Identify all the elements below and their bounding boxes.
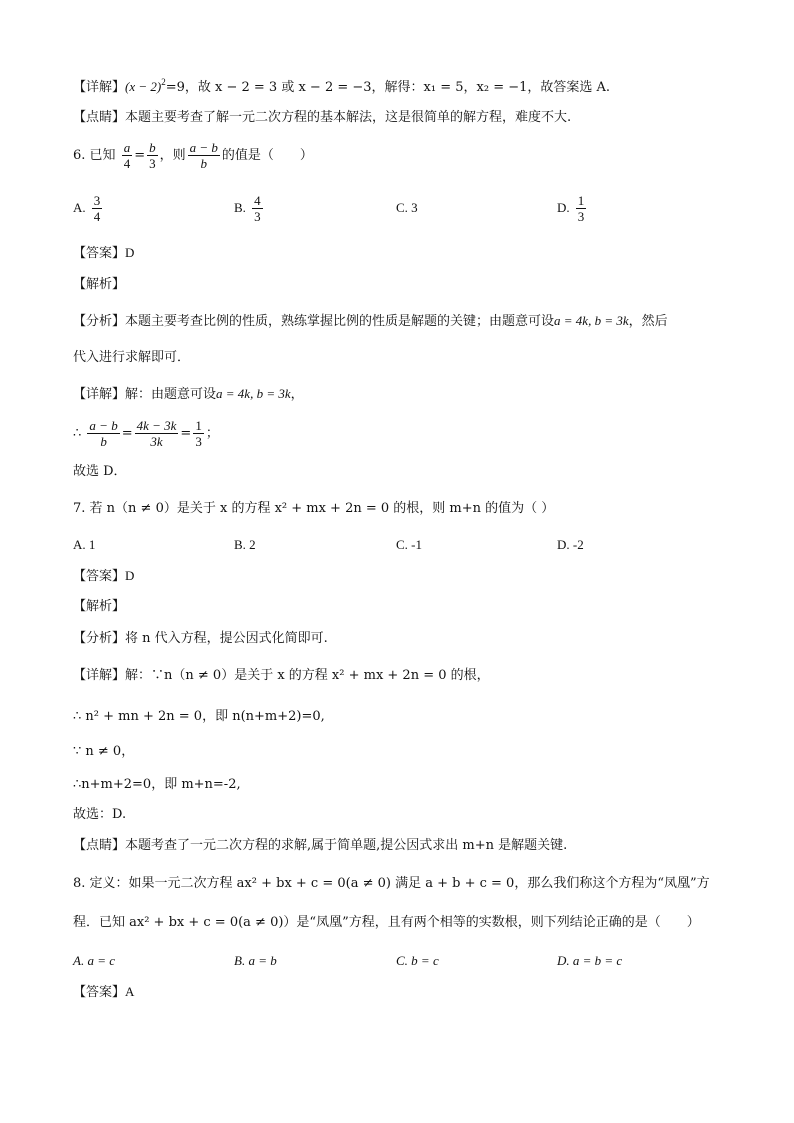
q7-option-d: D. -2	[557, 537, 584, 552]
q5-detail-math: (x − 2)	[125, 79, 162, 94]
q5-comment: 本题主要考查了解一元二次方程的基本解法，这是很简单的解方程，难度不大.	[125, 110, 572, 125]
q7-choose: 故选：D.	[73, 807, 127, 822]
q7-analysis-tag: 【解析】	[73, 599, 126, 614]
q7-option-a: A. 1	[73, 537, 96, 552]
q6-answer: 【答案】D	[73, 245, 135, 261]
q6-calculation: ∴ $\frac{a - b}{b}$ = $\frac{4k - 3k}{3k}$ = $\frac{1}{3}$ ；	[73, 418, 219, 449]
q6-detail-line1: 【详解】解：由题意可设a = 4k, b = 3k，	[73, 386, 304, 402]
q6-option-d: D. $\frac{1}{3}$	[557, 193, 585, 224]
q7-answer: 【答案】D	[73, 568, 135, 584]
q7-option-b: B. 2	[234, 537, 256, 552]
q7-fenxi: 【分析】将 n 代入方程，提公因式化简即可.	[73, 631, 328, 646]
q6-option-c: C. 3	[396, 200, 418, 215]
q8-option-b: B. a = b	[234, 953, 277, 968]
q6-stem-suffix: 的值是（ ）	[221, 148, 313, 163]
q6-frac-a4: $\frac{a}{4}$	[123, 140, 131, 171]
q5-comment-line	[73, 109, 571, 127]
q7-step-1: ∴ n² + mn + 2n = 0，即 n(n+m+2)=0,	[73, 709, 325, 724]
q5-detail-text: =9，故 x − 2 = 3 或 x − 2 = −3，解得：x₁ = 5，x₂ = −1，故答案选 A.	[165, 80, 611, 95]
q5-detail-line: 【详解】$(x - 2)^2=9$，故 x − 2 = 3 或 x − 2 = −3，解得：x₁ = 5，x₂ = −1，故答案选 A.	[73, 77, 611, 95]
q8-stem-line2: 程．已知 ax² + bx + c = 0(a ≠ 0)）是“凤凰”方程，且有两个相等的实数根，则下列结论正确的是（ ）	[73, 915, 700, 930]
q8-option-d: D. a = b = c	[557, 953, 623, 968]
q7-option-c: C. -1	[396, 537, 422, 552]
q6-frac-amb: $\frac{a - b}{b}$	[189, 140, 218, 171]
q6-choose: 故选 D．	[73, 464, 127, 479]
q6-stem-mid: ，则	[159, 148, 186, 163]
q8-option-c: C. b = c	[396, 953, 439, 968]
q6-fenxi-line1: 【分析】本题主要考查比例的性质，熟练掌握比例的性质是解题的关键；由题意可设a = 4k, b = 3k，然后	[73, 313, 668, 329]
q8-answer: 【答案】A	[73, 984, 135, 1000]
detail-tag: 【详解】	[73, 80, 126, 95]
q6-stem: 6. 已知 $\frac{a}{4}$ = $\frac{b}{3}$ ，则 $\frac{a - b}{b}$ 的值是（ ）	[73, 140, 313, 171]
q7-stem: 7. 若 n（n ≠ 0）是关于 x 的方程 x² + mx + 2n = 0 的根，则 m+n 的值为（ ）	[73, 501, 555, 516]
q7-step-2: ∵ n ≠ 0，	[73, 744, 135, 759]
q6-option-b: B. $\frac{4}{3}$	[234, 193, 261, 224]
q7-detail-line1: 【详解】解：∵n（n ≠ 0）是关于 x 的方程 x² + mx + 2n = 0 的根，	[73, 668, 490, 683]
q6-option-a: A. $\frac{3}{4}$	[73, 193, 101, 224]
q6-frac-b3: $\frac{b}{3}$	[149, 140, 156, 171]
q7-comment: 【点睛】本题考查了一元二次方程的求解,属于简单题,提公因式求出 m+n 是解题关键.	[73, 838, 568, 853]
q7-step-3: ∴n+m+2=0，即 m+n=-2,	[73, 777, 241, 792]
q8-option-a: A. a = c	[73, 953, 115, 968]
q8-stem-line1: 8. 定义：如果一元二次方程 ax² + bx + c = 0(a ≠ 0) 满足 a + b + c = 0，那么我们称这个方程为“凤凰”方	[73, 876, 710, 891]
comment-tag: 【点睛】	[73, 110, 126, 125]
q6-stem-prefix: 6. 已知	[73, 148, 116, 163]
q6-analysis-tag: 【解析】	[73, 277, 126, 292]
q6-fenxi-line2: 代入进行求解即可．	[73, 350, 191, 365]
